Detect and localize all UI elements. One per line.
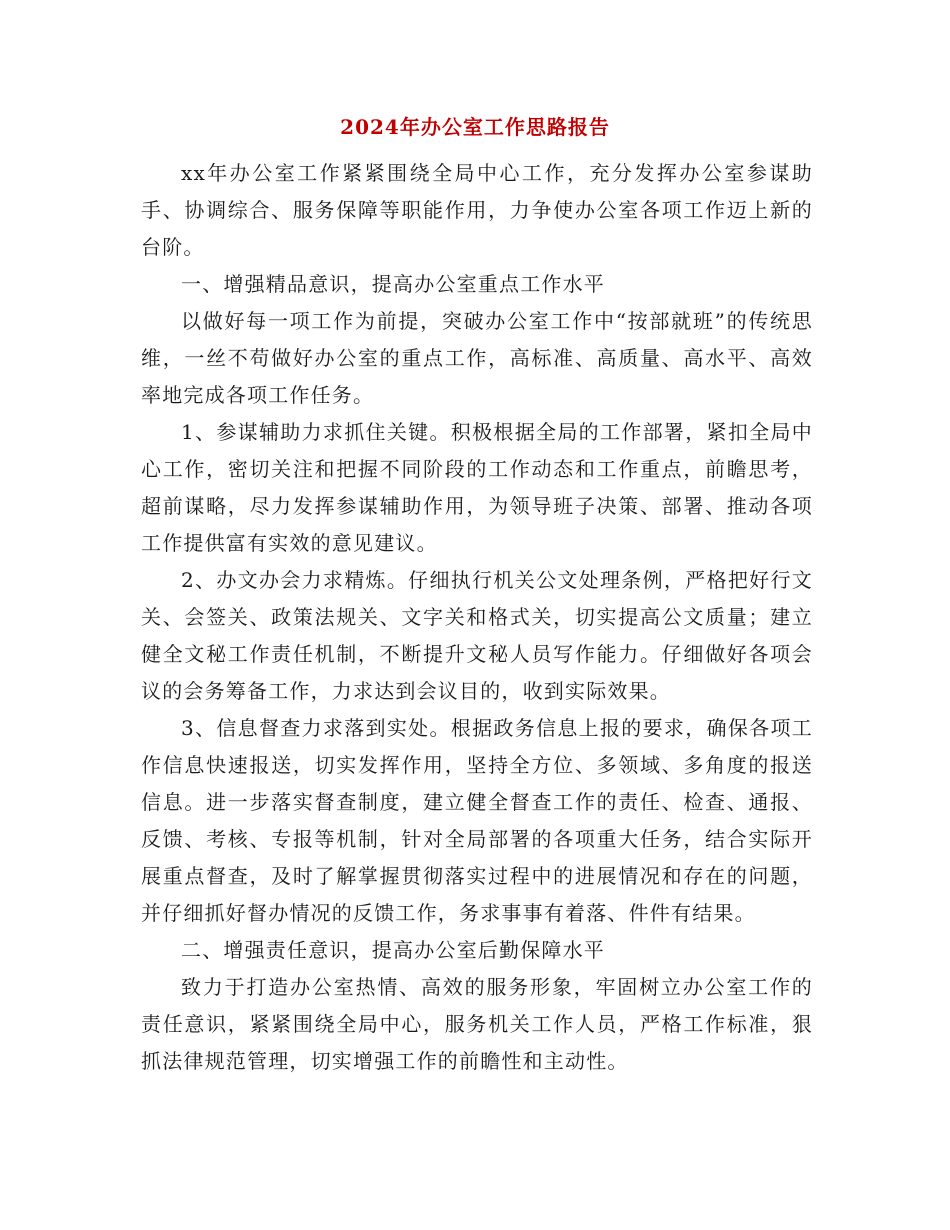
- section-2-paragraph: 致力于打造办公室热情、高效的服务形象，牢固树立办公室工作的责任意识，紧紧围绕全局中心，服务机关工作人员，严格工作标准，狠抓法律规范管理，切实增强工作的前瞻性和主动性。: [141, 975, 813, 1073]
- document-body: [141, 155, 813, 1080]
- section-heading-1: 一、增强精品意识，提高办公室重点工作水平: [181, 272, 605, 296]
- item-2-paragraph: 2、办文办会力求精炼。仔细执行机关公文处理条例，严格把好行文关、会签关、政策法规关、文字关和格式关，切实提高公文质量；建立健全文秘工作责任机制，不断提升文秘人员写作能力。仔细做好各项会议的会务筹备工作，力求达到会议目的，收到实际效果。: [141, 568, 813, 703]
- intro-paragraph: xx年办公室工作紧紧围绕全局中心工作，充分发挥办公室参谋助手、协调综合、服务保障等职能作用，力争使办公室各项工作迈上新的台阶。: [141, 161, 813, 259]
- document-title: 2024年办公室工作思路报告: [340, 115, 610, 139]
- section-heading-2: 二、增强责任意识，提高办公室后勤保障水平: [181, 938, 605, 962]
- item-1-paragraph: 1、参谋辅助力求抓住关键。积极根据全局的工作部署，紧扣全局中心工作，密切关注和把握不同阶段的工作动态和工作重点，前瞻思考，超前谋略，尽力发挥参谋辅助作用，为领导班子决策、部署、推动各项工作提供富有实效的意见建议。: [141, 420, 813, 555]
- section-1-paragraph: 以做好每一项工作为前提，突破办公室工作中“按部就班”的传统思维，一丝不苟做好办公室的重点工作，高标准、高质量、高水平、高效率地完成各项工作任务。: [141, 309, 813, 407]
- item-3-paragraph: 3、信息督查力求落到实处。根据政务信息上报的要求，确保各项工作信息快速报送，切实发挥作用，坚持全方位、多领域、多角度的报送信息。进一步落实督查制度，建立健全督查工作的责任、检查、通报、反馈、考核、专报等机制，针对全局部署的各项重大任务，结合实际开展重点督查，及时了解掌握贯彻落实过程中的进展情况和存在的问题，并仔细抓好督办情况的反馈工作，务求事事有着落、件件有结果。: [141, 716, 813, 925]
